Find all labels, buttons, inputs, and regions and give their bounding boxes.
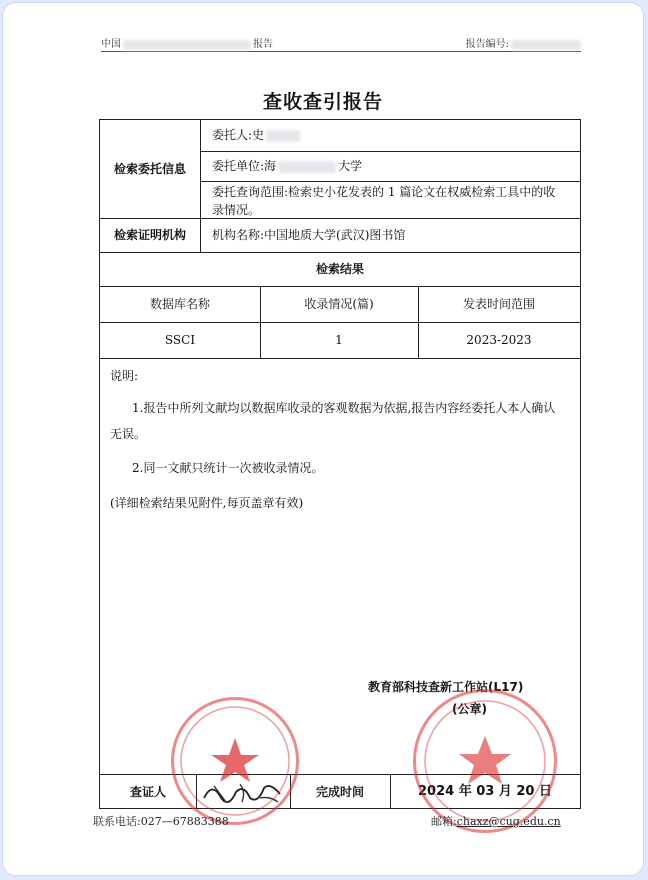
note-item-2: 2.同一文献只统计一次被收录情况。: [132, 461, 324, 475]
redacted-block: [266, 130, 300, 142]
right-official-stamp: [413, 689, 557, 833]
client-scope-line1: 委托查询范围:检索史小花发表的 1 篇论文在权威检索工具中的收: [212, 185, 556, 199]
footer-phone: [93, 813, 229, 829]
client-scope-line2: 录情况。: [212, 203, 261, 217]
note-item-1-line1: 1.报告中所列文献均以数据库收录的客观数据为依据,报告内容经委托人本人确认: [132, 401, 556, 415]
agency-section-label: 检索证明机构: [113, 228, 186, 242]
column-header-db: 数据库名称: [149, 297, 210, 311]
completion-label: 完成时间: [315, 785, 364, 799]
row-divider: [100, 322, 580, 323]
agency-name: 机构名称:中国地质大学(武汉)图书馆: [212, 228, 406, 242]
client-scope: [212, 183, 574, 219]
issuer-seal-label: (公章): [452, 702, 487, 716]
redacted-block: [123, 40, 251, 50]
client-person-label: 委托人:: [212, 128, 253, 142]
email-link[interactable]: chaxz@cug.edu.cn: [456, 815, 561, 828]
email-label: 邮箱:: [431, 815, 457, 828]
client-person: [212, 126, 300, 144]
document-frame: [2, 2, 644, 876]
row-divider: [100, 286, 580, 287]
client-unit-label: 委托单位:: [212, 159, 265, 173]
client-person-value: 史: [252, 128, 265, 142]
verifier-label: 查证人: [129, 785, 166, 799]
result-db: SSCI: [164, 333, 196, 347]
notes-label: 说明:: [110, 369, 139, 383]
client-unit-start: 海: [264, 159, 277, 173]
result-count: 1: [335, 333, 343, 347]
completion-date: 2024 年 03 月 20 日: [418, 784, 552, 799]
redacted-block: [278, 161, 336, 173]
redacted-block: [511, 40, 581, 50]
footer-email: [431, 813, 561, 829]
note-attachment: (详细检索结果见附件,每页盖章有效): [110, 496, 304, 510]
report-number-label: 报告编号:: [465, 39, 509, 50]
client-section-label: 检索委托信息: [113, 162, 186, 176]
report-page: [3, 3, 643, 875]
phone-label: 联系电话:: [93, 815, 141, 828]
row-divider: [200, 151, 580, 152]
phone-value: 027—67883388: [140, 815, 229, 828]
header-left-prefix: 中国: [101, 39, 121, 50]
issuer-name: 教育部科技查新工作站(L17): [368, 680, 524, 694]
column-header-count: 收录情况(篇): [304, 297, 374, 311]
column-header-range: 发表时间范围: [462, 297, 535, 311]
result-range: 2023-2023: [466, 333, 532, 347]
page-header: [101, 35, 581, 52]
col-divider: [200, 120, 201, 252]
note-item-1-line2: 无误。: [110, 427, 147, 441]
row-divider: [200, 181, 580, 182]
client-unit-end: 大学: [338, 159, 363, 173]
header-right: [466, 35, 581, 50]
page-title: 查收查引报告: [262, 91, 383, 113]
row-divider: [100, 358, 580, 359]
client-unit: [212, 157, 362, 175]
left-official-stamp: [171, 697, 299, 825]
header-left-suffix: 报告: [253, 39, 273, 50]
header-left: [101, 35, 273, 50]
row-divider: [100, 252, 580, 253]
results-heading: 检索结果: [315, 262, 364, 276]
note-item-1: [110, 399, 570, 443]
